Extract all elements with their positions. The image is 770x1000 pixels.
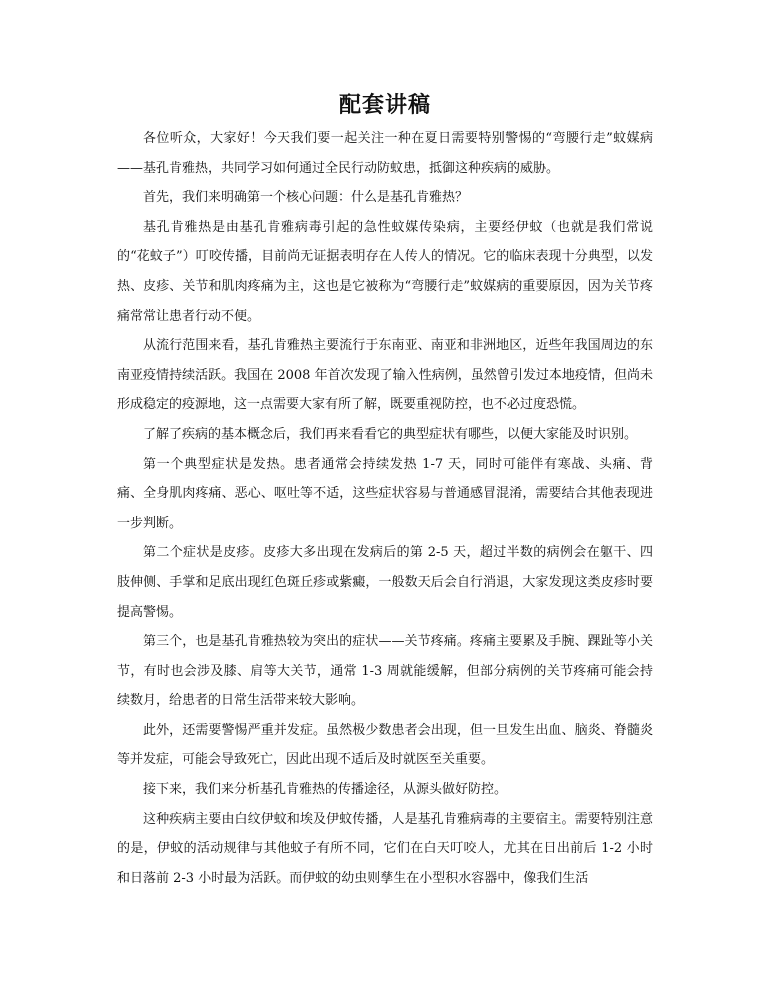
paragraph-symptom-rash: 第二个症状是皮疹。皮疹大多出现在发病后的第 2-5 天，超过半数的病例会在躯干、四肢伸侧、手掌和足底出现红色斑丘疹或紫癜，一般数天后会自行消退，大家发现这类皮疹时要提高警惕。: [117, 545, 653, 620]
paragraph-transmission-vectors: 这种疾病主要由白纹伊蚊和埃及伊蚊传播，人是基孔肯雅病毒的主要宿主。需要特别注意的是，伊蚊的活动规律与其他蚊子有所不同，它们在白天叮咬人，尤其在日出前后 1-2 小时和日落前 2-3 小时最为活跃。而伊蚊的幼虫则孳生在小型积水容器中，像我们生活: [117, 811, 653, 886]
paragraph-complications: 此外，还需要警惕严重并发症。虽然极少数患者会出现，但一旦发生出血、脑炎、脊髓炎等并发症，可能会导致死亡，因此出现不适后及时就医至关重要。: [117, 722, 653, 768]
paragraph-symptom-fever: 第一个典型症状是发热。患者通常会持续发热 1-7 天，同时可能伴有寒战、头痛、背痛、全身肌肉疼痛、恶心、呕吐等不适，这些症状容易与普通感冒混淆，需要结合其他表现进一步判断。: [117, 456, 653, 531]
paragraph-symptom-joint-pain: 第三个，也是基孔肯雅热较为突出的症状——关节疼痛。疼痛主要累及手腕、踝趾等小关节，有时也会涉及膝、肩等大关节，通常 1-3 周就能缓解，但部分病例的关节疼痛可能会持续数月，给患者的日常生活带来较大影响。: [117, 634, 653, 709]
paragraph-epidemic-range: 从流行范围来看，基孔肯雅热主要流行于东南亚、南亚和非洲地区，近些年我国周边的东南亚疫情持续活跃。我国在 2008 年首次发现了输入性病例，虽然曾引发过本地疫情，但尚未形成稳定的疫源地，这一点需要大家有所了解，既要重视防控，也不必过度恐慌。: [117, 338, 653, 413]
paragraph-definition: 基孔肯雅热是由基孔肯雅病毒引起的急性蚊媒传染病，主要经伊蚊（也就是我们常说的“花蚊子”）叮咬传播，目前尚无证据表明存在人传人的情况。它的临床表现十分典型，以发热、皮疹、关节和肌肉疼痛为主，这也是它被称为“弯腰行走”蚊媒病的重要原因，因为关节疼痛常常让患者行动不便。: [117, 219, 653, 324]
paragraph-symptoms-intro: 了解了疾病的基本概念后，我们再来看看它的典型症状有哪些，以便大家能及时识别。: [143, 426, 638, 442]
paragraph-question: 首先，我们来明确第一个核心问题：什么是基孔肯雅热？: [143, 190, 469, 206]
document-title: 配套讲稿: [338, 92, 431, 118]
paragraph-transmission-intro: 接下来，我们来分析基孔肯雅热的传播途径，从源头做好防控。: [143, 782, 508, 798]
document-body: [117, 124, 653, 893]
paragraph-greeting: 各位听众，大家好！今天我们要一起关注一种在夏日需要特别警惕的“弯腰行走”蚊媒病——基孔肯雅热，共同学习如何通过全民行动防蚊患，抵御这种疾病的威胁。: [117, 131, 653, 176]
